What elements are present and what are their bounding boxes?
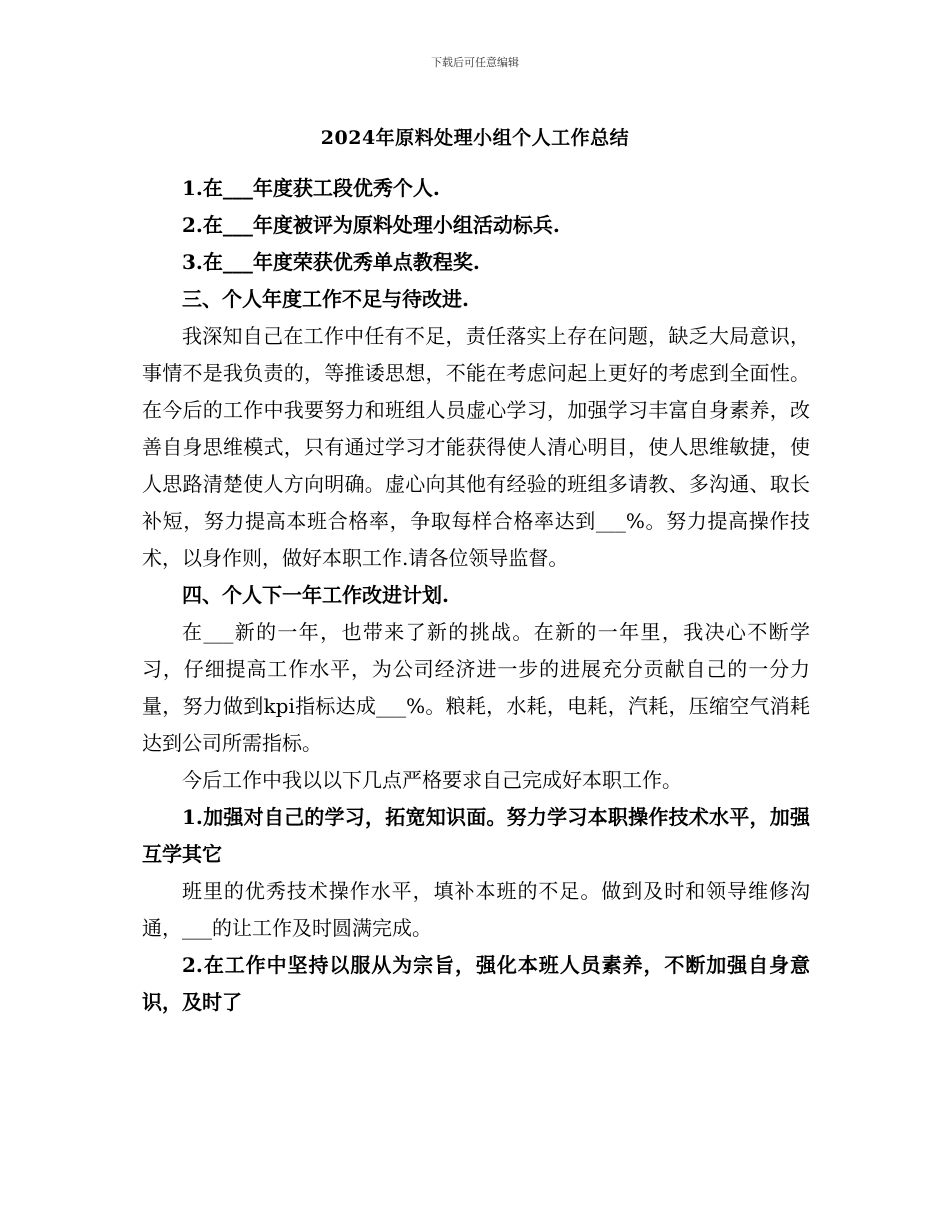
section-heading-4: 四、个人下一年工作改进计划.	[182, 583, 449, 607]
body-paragraph-plan: 在___新的一年，也带来了新的挑战。在新的一年里，我决心不断学习，仔细提高工作水平，为公司经济进一步的进展充分贡献自己的一分力量，努力做到kpi指标达成___%。粮耗，水耗，电耗，汽耗，压缩空气消耗达到公司所需指标。	[142, 620, 810, 755]
document-title: 2024年原料处理小组个人工作总结	[320, 127, 630, 149]
document-body	[142, 170, 810, 1021]
body-paragraph-shortcomings: 我深知自己在工作中任有不足，责任落实上存在问题，缺乏大局意识，事情不是我负责的，等推诿思想，不能在考虑问起上更好的考虑到全面性。在今后的工作中我要努力和班组人员虚心学习，加强学习丰富自身素养，改善自身思维模式，只有通过学习才能获得使人清心明目，使人思维敏捷，使人思路清楚使人方向明确。虚心向其他有经验的班组多请教、多沟通、取长补短，努力提高本班合格率，争取每样合格率达到___%。努力提高操作技术，以身作则，做好本职工作.请各位领导监督。	[142, 324, 810, 570]
plan-item-1-heading: 1.加强对自己的学习，拓宽知识面。努力学习本职操作技术水平，加强互学其它	[142, 805, 810, 866]
plan-item-1-body: 班里的优秀技术操作水平，填补本班的不足。做到及时和领导维修沟通，___的让工作及时圆满完成。	[142, 879, 810, 940]
list-item-2: 2.在___年度被评为原料处理小组活动标兵.	[182, 213, 560, 237]
body-paragraph-requirements: 今后工作中我以以下几点严格要求自己完成好本职工作。	[182, 768, 682, 792]
list-item-3: 3.在___年度荣获优秀单点教程奖.	[182, 250, 480, 274]
page-header: 下载后可任意编辑	[431, 56, 519, 69]
section-heading-3: 三、个人年度工作不足与待改进.	[182, 287, 469, 311]
plan-item-2-heading: 2.在工作中坚持以服从为宗旨，强化本班人员素养，不断加强自身意识，及时了	[142, 953, 810, 1014]
list-item-1: 1.在___年度获工段优秀个人.	[182, 176, 440, 200]
